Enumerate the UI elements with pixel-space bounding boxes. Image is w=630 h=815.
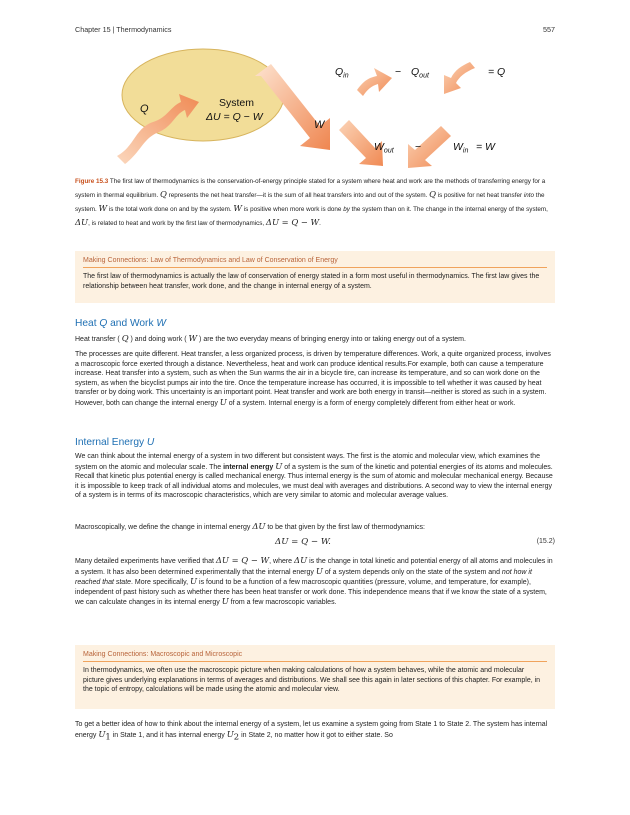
heading-symbol: U [146, 437, 155, 448]
text: . More specifically, [131, 579, 191, 587]
text: of a system is the sum of the kinetic and potential energies of its atoms and molecules. Recall that kinetic plus potential energy is called mechanical energy. Thus internal energy is the sum of atomic and molecular mechanical energy. Because it is impossible to keep track of all individual atoms and molecules, we must deal with averages and distributions. A second way to view the internal energy of a system is in terms of its macroscopic characteristics, which are very similar to atomic and molecular average values. [75, 463, 553, 500]
math-symbol: Q [429, 189, 436, 199]
subscript: 1 [105, 730, 111, 741]
text: , where [269, 558, 295, 565]
math-symbol: U [221, 596, 229, 607]
paragraph [75, 720, 555, 742]
q-out-label: $Q_{out}$ [411, 66, 429, 80]
caption-text: . [319, 220, 321, 227]
equation-15-2 [75, 537, 555, 551]
math-symbol: Q [160, 189, 167, 199]
connections-box-1 [75, 251, 555, 303]
box-title: Making Connections: Macroscopic and Microscopic [83, 651, 547, 662]
paragraph [75, 350, 555, 409]
heading-symbol: Q [99, 318, 108, 329]
text: To get a better idea of how to think about the internal energy of a system, let us examine a system going from State 1 to State 2. The system has internal energy [75, 721, 548, 739]
text: from a few macroscopic variables. [228, 599, 337, 607]
text: to be that given by the first law of thermodynamics: [265, 524, 425, 531]
q-in-label: $Q_{in}$ [335, 66, 349, 80]
box-body: The first law of thermodynamics is actually the law of conservation of energy stated in a form most useful in thermodynamics. The first law gives the relationship between heat transfer, work done, and the change in internal energy of a system. [83, 273, 540, 290]
section-heading-internal-energy [75, 437, 154, 448]
equation-body: ΔU = Q − W. [275, 537, 331, 547]
w-in-label: $W_{in}$ [453, 141, 469, 155]
text: of a system. Internal energy is a form of energy completely different from either heat or work. [226, 399, 516, 407]
q-in-arrow [357, 68, 392, 96]
bold-term: internal energy [223, 463, 274, 471]
section-heading-heat-work [75, 318, 166, 329]
text: Macroscopically, we define the change in internal energy [75, 524, 253, 531]
minus-sign-2: − [415, 141, 422, 153]
equals-w-label: = W [476, 141, 495, 153]
math-symbol: ΔU = Q − W [215, 555, 270, 565]
text: of a system depends only on the state of the system and [322, 568, 502, 576]
text: The processes are quite different. Heat transfer, a less organized process, is driven by temperature differences. Work, a quite organized process, involves a macroscopic force exerted through a distance. Nevertheless, heat and work can produce identical results.For example, both can cause a temperature increase. Heat transfer into a system, such as when the Sun warms the air in a bicycle tire, can increase its temperature, and so can work done on the system, as when the bicyclist pumps air into the tire. Once the temperature increase has occurred, it is impossible to tell whether it was caused by heat transfer or by doing work. This uncertainty is an important point. Heat transfer and work are both energy in transit—neither is stored as such in a system. However, both can change the internal energy [75, 351, 551, 407]
paragraph [75, 521, 555, 533]
w-out-label: $W_{out}$ [374, 141, 394, 155]
heading-text: Internal Energy [75, 437, 147, 448]
connections-box-2 [75, 645, 555, 709]
paragraph [75, 452, 555, 501]
caption-text: is positive when more work is done [242, 206, 344, 213]
box-title: Making Connections: Law of Thermodynamics and Law of Conservation of Energy [83, 257, 547, 268]
caption-text: , is related to heat and work by the first law of thermodynamics, [88, 220, 266, 227]
equation-number: (15.2) [536, 538, 555, 545]
heading-symbol: W [156, 318, 166, 329]
caption-text: is positive for net heat transfer [435, 192, 524, 199]
page-number: 557 [543, 25, 555, 34]
text: ) and doing work ( [128, 336, 189, 343]
caption-text: into [523, 192, 534, 199]
chapter-title: Chapter 15 | Thermodynamics [75, 25, 172, 34]
math-symbol: W [98, 203, 108, 213]
system-label: System [219, 97, 255, 109]
equals-q-label: = Q [488, 66, 506, 78]
box-body: In thermodynamics, we often use the macroscopic picture when making calculations of how a system behaves, while the atomic and molecular picture gives underlying explanations in terms of averages and distributions. We shall see this again in later sections of this chapter. For example, in the topic of entropy, calculations will be made using the atomic and molecular view. [83, 667, 541, 694]
text: Heat transfer ( [75, 336, 122, 343]
minus-sign-1: − [395, 66, 402, 78]
caption-text: The first law of thermodynamics is the conservation-of-energy principle stated for a system where heat and work are the methods of transferring energy for a system in thermal equilibrium. [75, 178, 546, 199]
math-symbol: U [219, 396, 227, 407]
math-symbol: U [275, 460, 283, 471]
math-symbol: W [188, 333, 198, 343]
text: is the change in total kinetic and potential energy of all atoms and molecules in a system. It has also been determined experimentally that the internal energy [75, 558, 553, 576]
math-symbol: U [315, 565, 323, 576]
math-symbol: ΔU [252, 521, 266, 531]
paragraph [75, 333, 555, 345]
caption-text: the system than on it. The change in the internal energy of the system, [349, 206, 548, 213]
figure-label: Figure 15.3 [75, 178, 109, 185]
heading-text: and Work [107, 318, 157, 329]
text: in State 2, no matter how it got to either state. So [239, 731, 393, 739]
math-symbol: ΔU = Q − W [265, 217, 320, 227]
caption-text: the system. [75, 192, 545, 213]
paragraph [75, 556, 555, 608]
text: We can think about the internal energy of a system in two different but consistent ways. The first is the atomic and molecular view, which examines the system on the atomic and molecular scale. The [75, 453, 540, 471]
page-header [75, 25, 555, 37]
text: Many detailed experiments have verified that [75, 558, 216, 565]
text: is found to be a function of a few macroscopic quantities (pressure, volume, and temperature, for example), independent of past history such as whether there has been heat transfer or work done. This independence means that if we know the state of a system, we can calculate changes in its internal energy [75, 579, 547, 607]
figure-15-3 [95, 48, 535, 176]
caption-text: is the total work done on and by the system. [107, 206, 234, 213]
math-symbol: W [233, 203, 243, 213]
math-symbol: U [226, 728, 234, 739]
math-symbol: ΔU [75, 217, 89, 227]
thermodynamics-diagram [95, 48, 535, 176]
math-symbol: Q [121, 333, 129, 343]
heading-text: Heat [75, 318, 100, 329]
text: not how it reached that state [75, 568, 532, 587]
w-label: W [314, 119, 325, 131]
caption-text: by [343, 206, 350, 213]
math-symbol: ΔU [294, 555, 308, 565]
q-label: Q [140, 103, 149, 115]
math-symbol: U [98, 728, 106, 739]
text: ) are the two everyday means of bringing energy into or taking energy out of a system. [197, 336, 466, 343]
q-out-arrow [444, 62, 475, 94]
math-symbol: U [190, 576, 198, 587]
system-equation: ΔU = Q − W [206, 111, 263, 123]
figure-caption [75, 176, 555, 230]
subscript: 2 [233, 730, 240, 741]
caption-text: represents the net heat transfer—it is the sum of all heat transfers into and out of the system. [166, 192, 430, 199]
text: in State 1, and it has internal energy [110, 731, 227, 739]
